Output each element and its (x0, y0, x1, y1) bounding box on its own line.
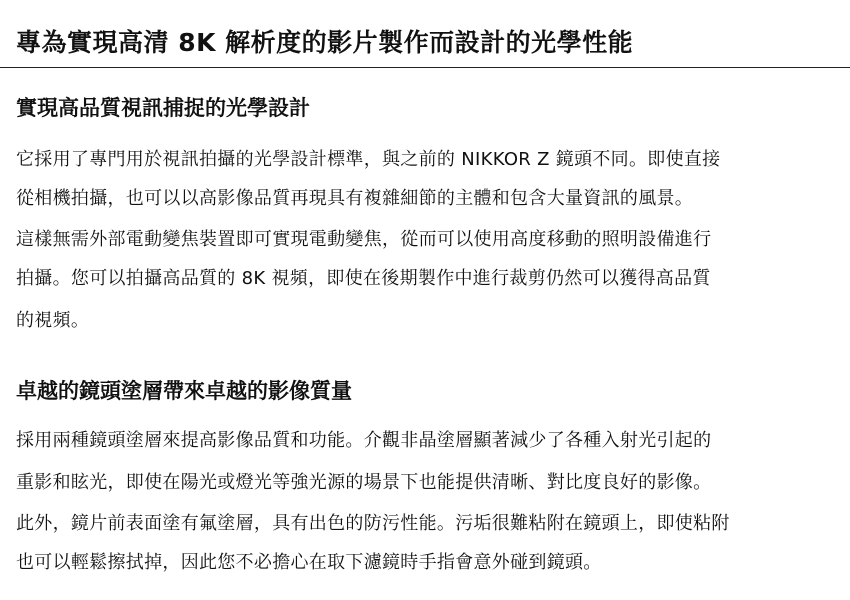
paragraph-line: 重影和眩光，即使在陽光或燈光等強光源的場景下也能提供清晰、對比度良好的影像。 (16, 472, 712, 493)
paragraph-line: 拍攝。您可以拍攝高品質的 8K 視頻，即使在後期製作中進行裁剪仍然可以獲得高品質 (16, 268, 711, 289)
paragraph-line: 這樣無需外部電動變焦裝置即可實現電動變焦，從而可以使用高度移動的照明設備進行 (16, 229, 712, 250)
title-divider (0, 67, 850, 68)
paragraph-line: 採用兩種鏡頭塗層來提高影像品質和功能。介觀非晶塗層顯著減少了各種入射光引起的 (16, 430, 712, 451)
page-title: 專為實現高清 8K 解析度的影片製作而設計的光學性能 (16, 28, 634, 57)
paragraph-line: 此外，鏡片前表面塗有氟塗層，具有出色的防污性能。污垢很難粘附在鏡頭上，即使粘附 (16, 513, 730, 534)
paragraph-line: 從相機拍攝，也可以以高影像品質再現具有複雜細節的主體和包含大量資訊的風景。 (16, 188, 694, 209)
section-heading-optical-design: 實現高品質視訊捕捉的光學設計 (16, 96, 310, 120)
paragraph-line: 也可以輕鬆擦拭掉，因此您不必擔心在取下濾鏡時手指會意外碰到鏡頭。 (16, 552, 602, 573)
paragraph-line: 的視頻。 (16, 310, 90, 331)
paragraph-line: 它採用了專門用於視訊拍攝的光學設計標準，與之前的 NIKKOR Z 鏡頭不同。即使直接 (16, 149, 721, 170)
section-heading-lens-coating: 卓越的鏡頭塗層帶來卓越的影像質量 (16, 379, 352, 403)
